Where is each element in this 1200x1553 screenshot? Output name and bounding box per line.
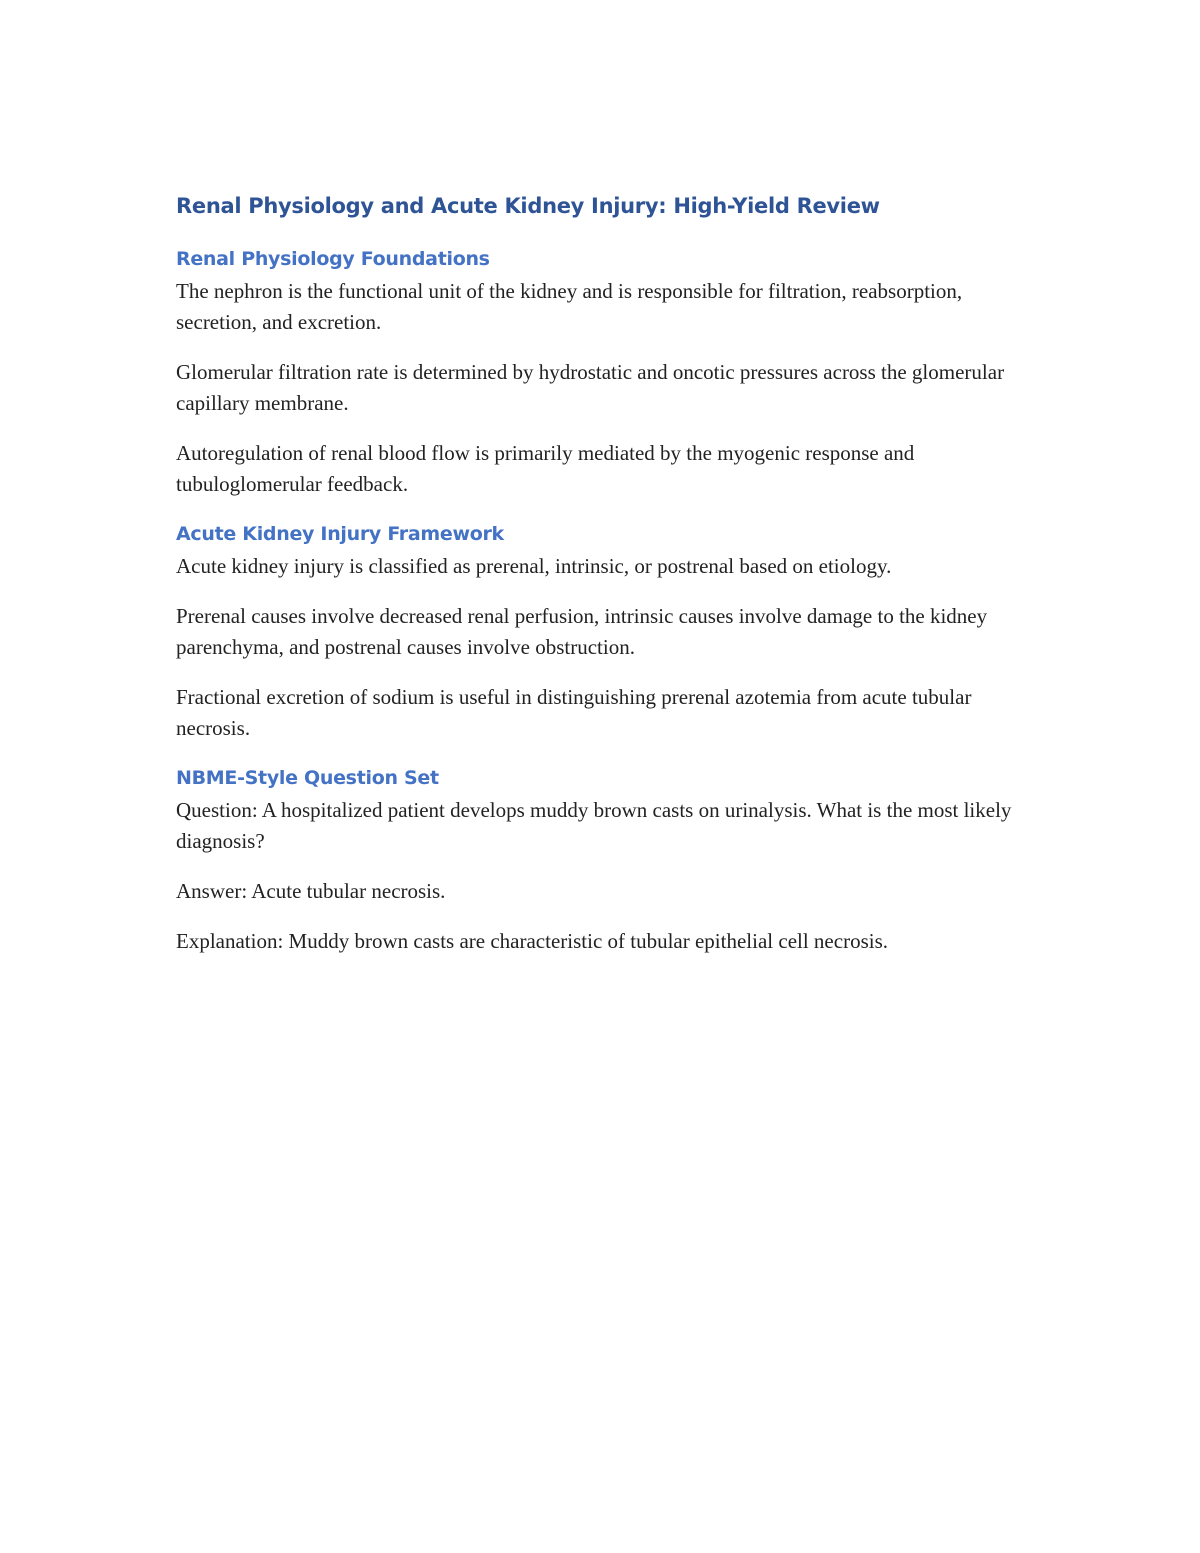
paragraph: The nephron is the functional unit of the kidney and is responsible for filtration, reabsorption, secretion, and excretion. [176, 279, 963, 334]
document-title: Renal Physiology and Acute Kidney Injury: High-Yield Review [176, 194, 880, 218]
document-body [176, 190, 1026, 976]
explanation-text: Explanation: Muddy brown casts are characteristic of tubular epithelial cell necrosis. [176, 929, 889, 953]
section-acute-kidney-injury [176, 519, 1026, 744]
paragraph: Prerenal causes involve decreased renal perfusion, intrinsic causes involve damage to the kidney parenchyma, and postrenal causes involve obstruction. [176, 604, 988, 659]
paragraph: Acute kidney injury is classified as prerenal, intrinsic, or postrenal based on etiology. [176, 554, 892, 578]
section-renal-physiology [176, 244, 1026, 500]
section-heading: Renal Physiology Foundations [176, 248, 490, 270]
paragraph: Fractional excretion of sodium is useful in distinguishing prerenal azotemia from acute tubular necrosis. [176, 685, 972, 740]
section-heading: NBME-Style Question Set [176, 767, 439, 789]
section-heading: Acute Kidney Injury Framework [176, 523, 504, 545]
paragraph: Autoregulation of renal blood flow is primarily mediated by the myogenic response and tubuloglomerular feedback. [176, 441, 915, 496]
paragraph: Glomerular filtration rate is determined by hydrostatic and oncotic pressures across the glomerular capillary membrane. [176, 360, 1005, 415]
answer-text: Answer: Acute tubular necrosis. [176, 879, 446, 903]
section-question-set [176, 763, 1026, 957]
question-text: Question: A hospitalized patient develops muddy brown casts on urinalysis. What is the most likely diagnosis? [176, 798, 1012, 853]
